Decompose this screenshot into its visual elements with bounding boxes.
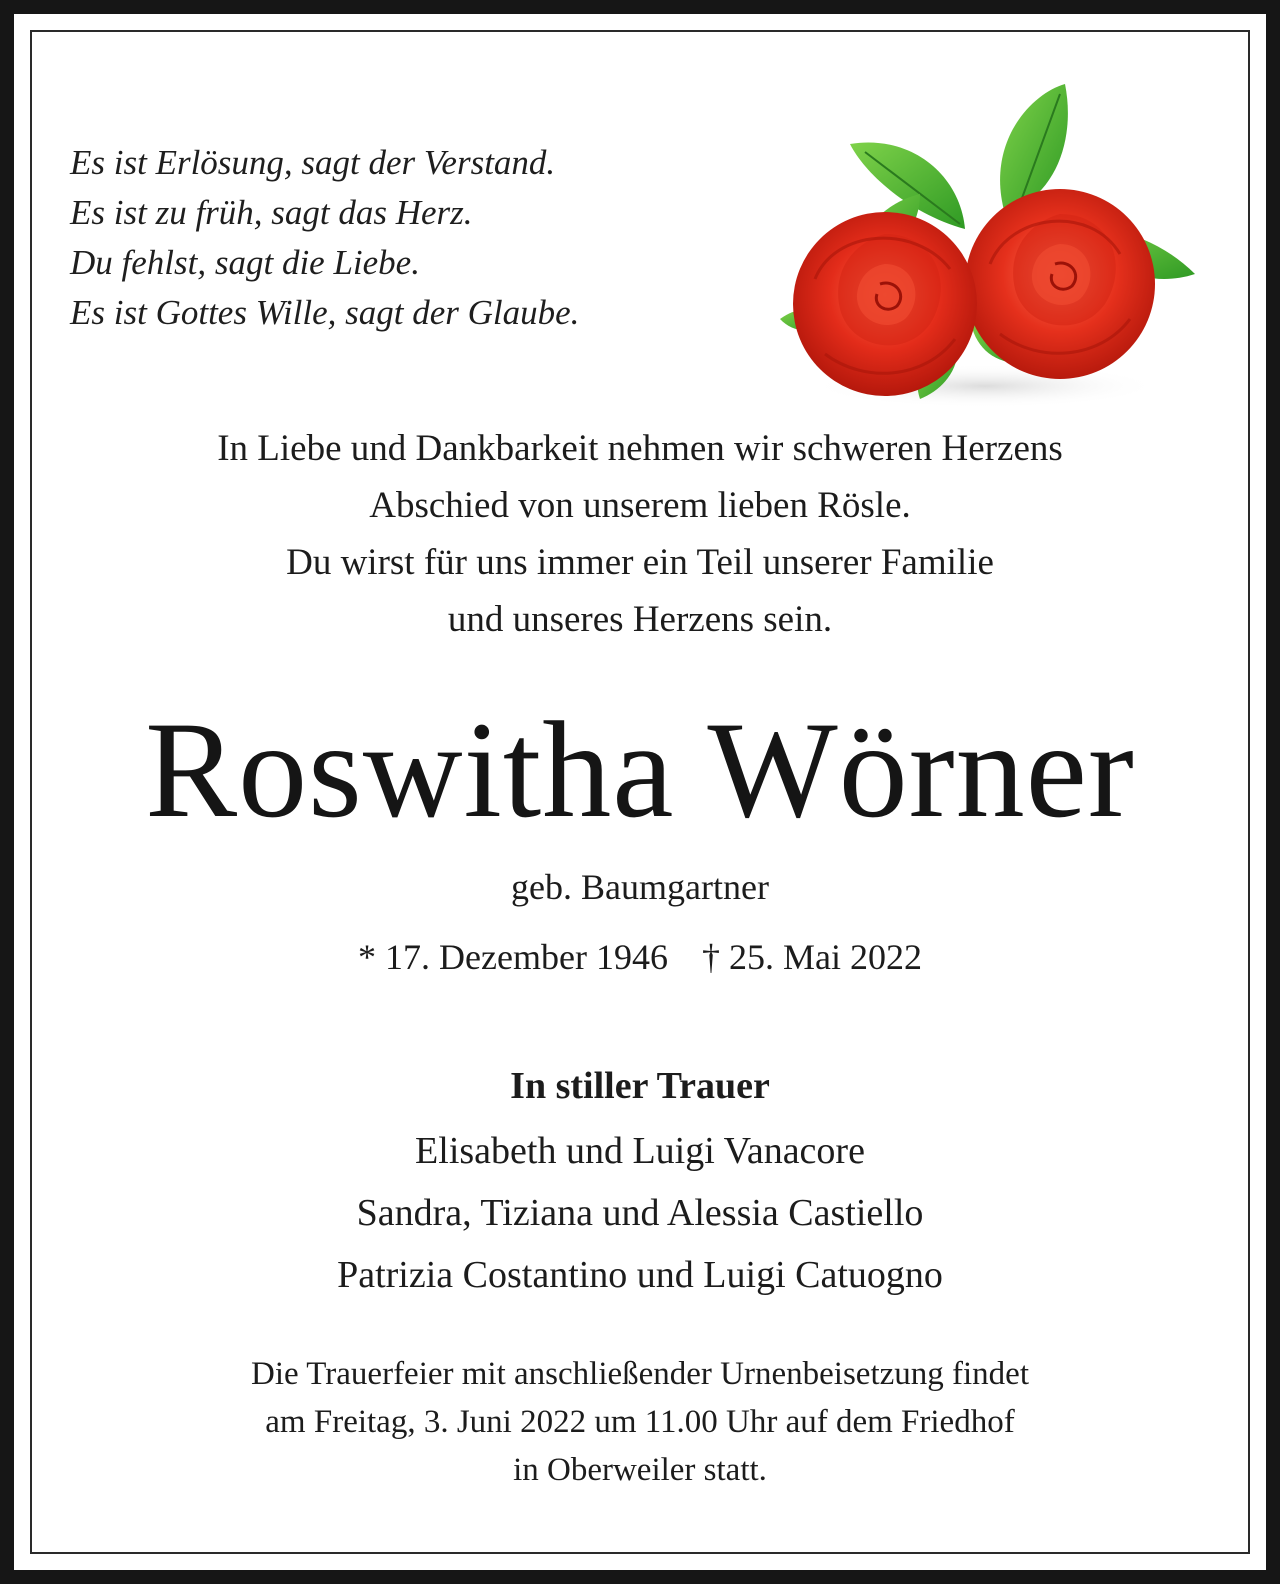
mourner-name: Elisabeth und Luigi Vanacore: [415, 1130, 865, 1172]
death-date: † 25. Mai 2022: [701, 937, 922, 977]
service-info: [40, 1350, 1240, 1494]
red-roses-image: [770, 64, 1220, 414]
mourner-name: Patrizia Costantino und Luigi Catuogno: [337, 1254, 943, 1296]
life-dates: [40, 932, 1240, 982]
intro-line: Du wirst für uns immer ein Teil unserer Familie: [286, 542, 994, 583]
mourners-list: [40, 1120, 1240, 1306]
intro-line: In Liebe und Dankbarkeit nehmen wir schweren Herzens: [217, 428, 1063, 469]
poem-line: Du fehlst, sagt die Liebe.: [70, 243, 420, 282]
poem-line: Es ist Erlösung, sagt der Verstand.: [70, 143, 556, 182]
intro-line: und unseres Herzens sein.: [447, 599, 833, 640]
service-line: in Oberweiler statt.: [513, 1452, 767, 1488]
intro-text: [40, 420, 1240, 648]
poem-line: Es ist Gottes Wille, sagt der Glaube.: [70, 293, 580, 332]
service-line: am Freitag, 3. Juni 2022 um 11.00 Uhr auf dem Friedhof: [265, 1404, 1015, 1440]
intro-line: Abschied von unserem lieben Rösle.: [369, 485, 911, 526]
poem-line: Es ist zu früh, sagt das Herz.: [70, 193, 473, 232]
mourners-heading: In stiller Trauer: [510, 1065, 770, 1107]
mourner-name: Sandra, Tiziana und Alessia Castiello: [356, 1192, 924, 1234]
maiden-name: geb. Baumgartner: [511, 867, 769, 907]
service-line: Die Trauerfeier mit anschließender Urnenbeisetzung findet: [251, 1356, 1029, 1392]
roses-icon: [770, 64, 1220, 414]
poem: [70, 138, 770, 338]
deceased-name: Roswitha Wörner: [145, 693, 1135, 846]
birth-date: * 17. Dezember 1946: [358, 937, 668, 977]
